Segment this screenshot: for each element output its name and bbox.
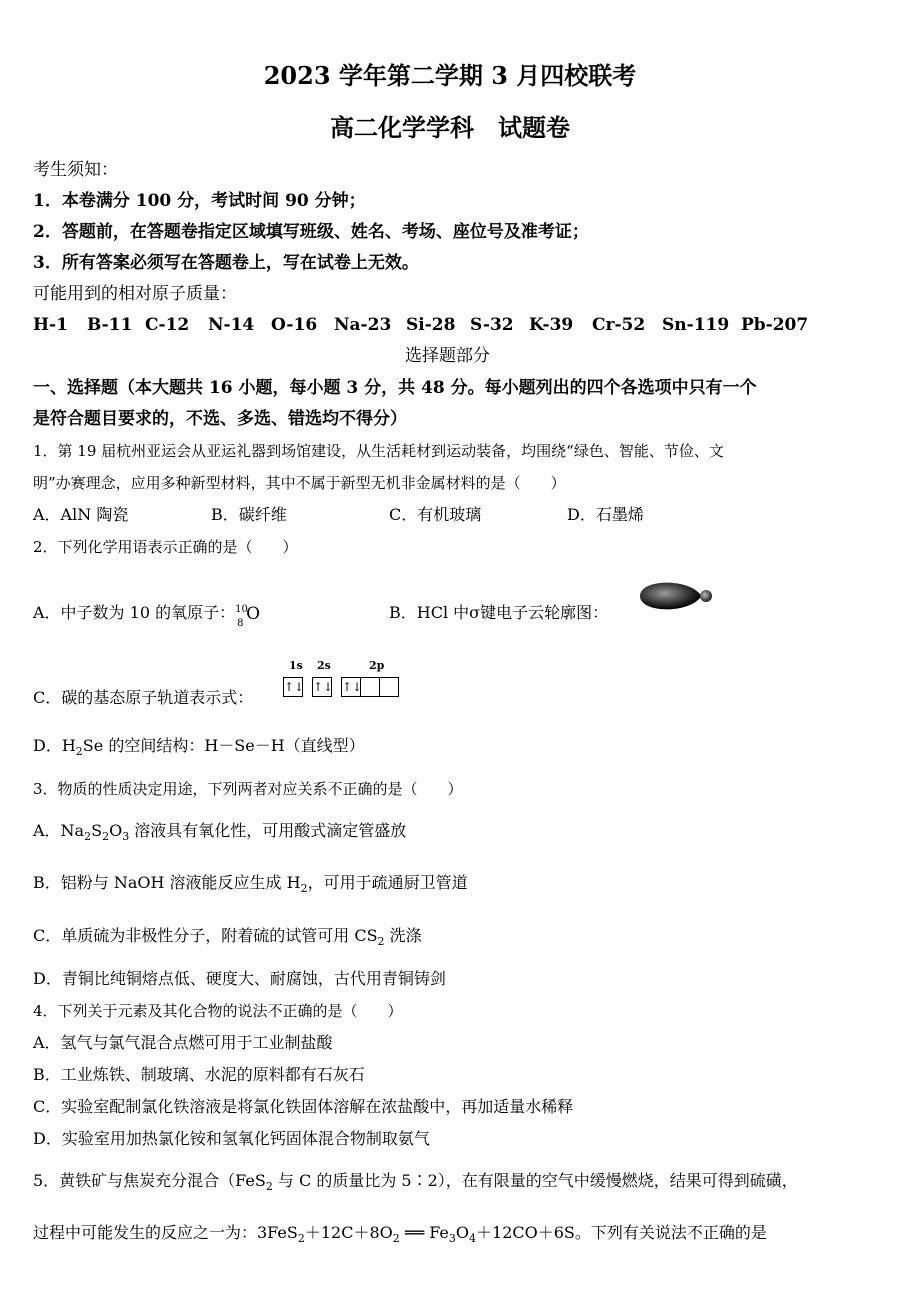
orbital-2p-box-2 — [360, 677, 380, 697]
q1-option-a: A．AlN 陶瓷 — [33, 505, 129, 524]
mass-heading: 可能用到的相对原子质量： — [33, 284, 237, 304]
q3-option-a: A．$Na_2S_2O_3$ 溶液具有氧化性，可用酸式滴定管盛放 — [33, 821, 407, 844]
orbital-2p-box-1: ↑↓ — [341, 677, 361, 697]
q4-stem: 4．下列关于元素及其化合物的说法不正确的是（ ） — [33, 1002, 403, 1020]
q2-option-c: C．碳的基态原子轨道表示式： — [33, 688, 254, 707]
exam-subtitle: 高二化学学科 试题卷 — [330, 113, 570, 142]
notice-item-2: 2．答题前，在答题卷指定区域填写班级、姓名、考场、座位号及准考证； — [33, 222, 589, 242]
mass-s: S-32 — [470, 315, 514, 335]
mass-o: O-16 — [271, 315, 318, 335]
q1-option-b: B．碳纤维 — [211, 505, 287, 524]
q4-option-a: A．氢气与氯气混合点燃可用于工业制盐酸 — [33, 1033, 333, 1052]
mass-si: Si-28 — [406, 315, 456, 335]
section-heading-1: 一、选择题（本大题共 16 小题，每小题 3 分，共 48 分。每小题列出的四个各选项中只有一个 — [33, 378, 757, 398]
notice-item-3: 3．所有答案必须写在答题卷上，写在试卷上无效。 — [33, 253, 419, 273]
q2-option-a-text: A．中子数为 10 的氧原子： — [33, 603, 236, 622]
q2-option-b: B．HCl 中σ键电子云轮廓图： — [389, 603, 609, 622]
notice-item-1: 1．本卷满分 100 分，考试时间 90 分钟； — [33, 191, 366, 211]
orbital-2s-box: ↑↓ — [312, 677, 332, 697]
mass-na: Na-23 — [334, 315, 392, 335]
orbital-label-2p: 2p — [369, 659, 385, 672]
mass-sn: Sn-119 — [662, 315, 730, 335]
mass-n: N-14 — [208, 315, 255, 335]
q1-stem-2: 明”办赛理念，应用多种新型材料，其中不属于新型无机非金属材料的是（ ） — [33, 474, 566, 492]
q2-stem: 2．下列化学用语表示正确的是（ ） — [33, 538, 298, 556]
q2-option-d: D．$H_2Se$ 的空间结构：H－Se－H（直线型） — [33, 736, 365, 759]
orbital-diagram — [283, 676, 398, 697]
section-heading-2: 是符合题目要求的，不选、多选、错选均不得分） — [33, 409, 407, 429]
notice-heading: 考生须知： — [33, 160, 118, 180]
q4-option-d: D．实验室用加热氯化铵和氢氧化钙固体混合物制取氨气 — [33, 1129, 430, 1148]
q5-line-1: 5．黄铁矿与焦炭充分混合（FeS$_2$ 与 C 的质量比为 5∶2），在有限量的空气中缓慢燃烧，结果可得到硫磺， — [33, 1171, 798, 1194]
orbital-1s-box: ↑↓ — [283, 677, 303, 697]
mass-b: B-11 — [87, 315, 133, 335]
orbital-2p-box-3 — [379, 677, 399, 697]
q1-option-c: C．有机玻璃 — [389, 505, 482, 524]
oxygen-nuclide — [235, 603, 261, 629]
nuclide-mass: 10 — [235, 603, 248, 615]
section-part: 选择题部分 — [405, 346, 490, 366]
q3-option-d: D．青铜比纯铜熔点低、硬度大、耐腐蚀，古代用青铜铸剑 — [33, 969, 446, 988]
orbital-label-1s: 1s — [289, 659, 303, 672]
q2-option-a — [33, 603, 261, 629]
q5-line-2: 过程中可能发生的反应之一为：$3FeS_2+12C+8O_2$ ══ $Fe_3O_4+12CO+6S$。下列有关说法不正确的是 — [33, 1223, 767, 1246]
q4-option-b: B．工业炼铁、制玻璃、水泥的原料都有石灰石 — [33, 1065, 365, 1084]
mass-h: H-1 — [33, 315, 68, 335]
q3-option-b: B．铝粉与 NaOH 溶液能反应生成 $H_2$，可用于疏通厨卫管道 — [33, 873, 468, 896]
q1-option-d: D．石墨烯 — [567, 505, 644, 524]
exam-title: 2023 学年第二学期 3 月四校联考 — [263, 61, 637, 90]
mass-cr: Cr-52 — [592, 315, 646, 335]
orbital-label-2s: 2s — [317, 659, 331, 672]
mass-c: C-12 — [145, 315, 190, 335]
nuclide-symbol: O — [246, 603, 261, 624]
mass-k: K-39 — [529, 315, 574, 335]
sigma-bond-cloud-icon — [636, 576, 716, 616]
mass-pb: Pb-207 — [741, 315, 809, 335]
q1-stem-1: 1．第 19 届杭州亚运会从亚运礼器到场馆建设，从生活耗材到运动装备，均围绕“绿色、智能、节俭、文 — [33, 442, 724, 460]
q3-option-c: C．单质硫为非极性分子，附着硫的试管可用 $CS_2$ 洗涤 — [33, 926, 422, 949]
q3-stem: 3．物质的性质决定用途，下列两者对应关系不正确的是（ ） — [33, 780, 463, 798]
q4-option-c: C．实验室配制氯化铁溶液是将氯化铁固体溶解在浓盐酸中，再加适量水稀释 — [33, 1097, 574, 1116]
nuclide-z: 8 — [237, 617, 244, 629]
